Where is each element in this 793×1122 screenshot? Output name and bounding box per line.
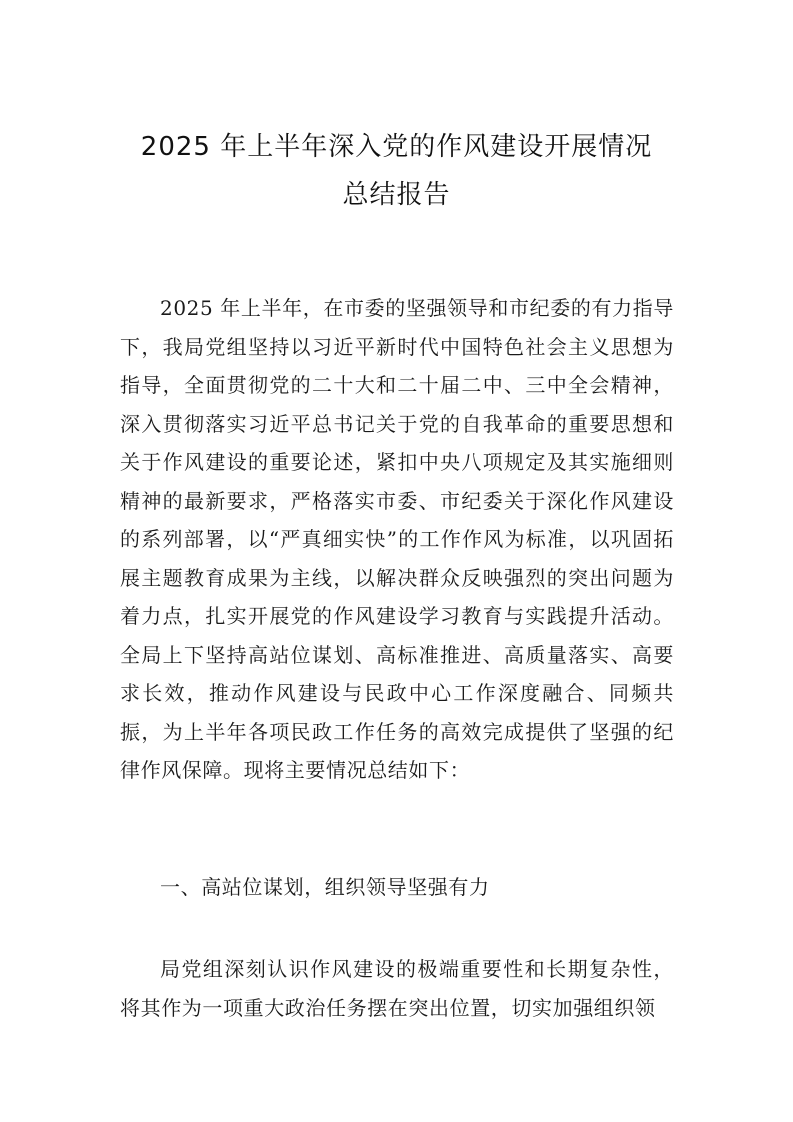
section1-paragraph: 局党组深刻认识作风建设的极端重要性和长期复杂性，将其作为一项重大政治任务摆在突出位置，切实加强组织领 <box>120 957 674 1020</box>
section-heading-1: 一、高站位谋划，组织领导坚强有力 <box>160 875 490 899</box>
document-title-line2: 总结报告 <box>342 180 451 210</box>
document-title-line1: 2025 年上半年深入党的作风建设开展情况 <box>140 132 653 162</box>
intro-paragraph: 2025 年上半年，在市委的坚强领导和市纪委的有力指导下，我局党组坚持以习近平新时代中国特色社会主义思想为指导，全面贯彻党的二十大和二十届二中、三中全会精神，深入贯彻落实习近平总书记关于党的自我革命的重要思想和关于作风建设的重要论述，紧扣中央八项规定及其实施细则精神的最新要求，严格落实市委、市纪委关于深化作风建设的系列部署，以“严真细实快”的工作作风为标准，以巩固拓展主题教育成果为主线，以解决群众反映强烈的突出问题为着力点，扎实开展党的作风建设学习教育与实践提升活动。全局上下坚持高站位谋划、高标准推进、高质量落实、高要求长效，推动作风建设与民政中心工作深度融合、同频共振，为上半年各项民政工作任务的高效完成提供了坚强的纪律作风保障。现将主要情况总结如下： <box>120 296 674 782</box>
